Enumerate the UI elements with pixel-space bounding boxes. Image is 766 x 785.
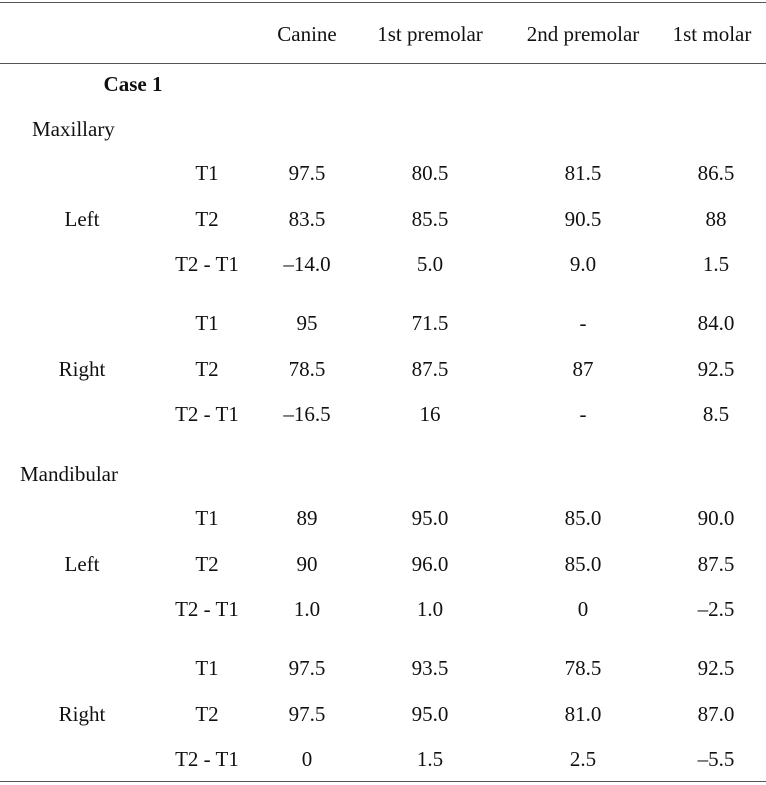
row-label: T2 - T1 xyxy=(175,252,239,276)
table-cell: 1.5 xyxy=(702,252,730,276)
table-cell: 92.5 xyxy=(697,357,735,381)
table-cell: 90.5 xyxy=(564,207,602,231)
table-cell: 78.5 xyxy=(564,656,602,680)
side-label: Left xyxy=(64,207,100,231)
table-cell: 87 xyxy=(572,357,594,381)
row-label: T1 xyxy=(195,506,219,530)
table-cell: 81.5 xyxy=(564,161,602,185)
table-cell: 8.5 xyxy=(702,402,730,426)
table-cell: –2.5 xyxy=(697,597,735,621)
side-label: Left xyxy=(64,552,100,576)
row-label: T1 xyxy=(195,311,219,335)
table-cell: 95.0 xyxy=(411,506,449,530)
table-cell: 9.0 xyxy=(569,252,597,276)
table-cell: 85.0 xyxy=(564,506,602,530)
section-label-maxillary: Maxillary xyxy=(32,117,115,141)
table-cell: 97.5 xyxy=(288,656,326,680)
side-label: Right xyxy=(58,702,106,726)
row-label: T2 xyxy=(195,207,219,231)
table-cell: –5.5 xyxy=(697,747,735,771)
table-cell: 95 xyxy=(296,311,318,335)
table-cell: 0 xyxy=(577,597,589,621)
table-cell: 97.5 xyxy=(288,161,326,185)
case-label: Case 1 xyxy=(103,72,163,96)
table-cell: 5.0 xyxy=(416,252,444,276)
table-cell: 80.5 xyxy=(411,161,449,185)
table-cell: 85.0 xyxy=(564,552,602,576)
table-cell: 86.5 xyxy=(697,161,735,185)
side-label: Right xyxy=(58,357,106,381)
table-cell: 93.5 xyxy=(411,656,449,680)
row-label: T2 - T1 xyxy=(175,597,239,621)
table-cell: 92.5 xyxy=(697,656,735,680)
row-label: T2 xyxy=(195,552,219,576)
table-cell: - xyxy=(579,402,587,426)
table-header-rule xyxy=(0,63,766,64)
row-label: T2 - T1 xyxy=(175,747,239,771)
table-cell: 1.0 xyxy=(293,597,321,621)
row-label: T2 - T1 xyxy=(175,402,239,426)
table-cell: 2.5 xyxy=(569,747,597,771)
section-label-mandibular: Mandibular xyxy=(20,462,118,486)
table-cell: 90.0 xyxy=(697,506,735,530)
table-top-rule xyxy=(0,2,766,3)
column-header-1st-premolar: 1st premolar xyxy=(377,22,483,46)
row-label: T2 xyxy=(195,702,219,726)
table-cell: 71.5 xyxy=(411,311,449,335)
table-bottom-rule xyxy=(0,781,766,782)
table-cell: 90 xyxy=(296,552,318,576)
table-cell: 87.5 xyxy=(411,357,449,381)
column-header-1st-molar: 1st molar xyxy=(672,22,752,46)
table-cell: 89 xyxy=(296,506,318,530)
table-cell: –14.0 xyxy=(283,252,331,276)
row-label: T1 xyxy=(195,161,219,185)
table-cell: 88 xyxy=(705,207,727,231)
table-cell: 87.5 xyxy=(697,552,735,576)
table-cell: 85.5 xyxy=(411,207,449,231)
table-cell: 97.5 xyxy=(288,702,326,726)
table-cell: 81.0 xyxy=(564,702,602,726)
table-cell: 1.0 xyxy=(416,597,444,621)
row-label: T2 xyxy=(195,357,219,381)
table-cell: 87.0 xyxy=(697,702,735,726)
table-cell: 83.5 xyxy=(288,207,326,231)
table-cell: –16.5 xyxy=(283,402,331,426)
table-cell: 95.0 xyxy=(411,702,449,726)
table-cell: 16 xyxy=(419,402,441,426)
table-cell: 0 xyxy=(301,747,313,771)
table-cell: 84.0 xyxy=(697,311,735,335)
table-cell: 78.5 xyxy=(288,357,326,381)
row-label: T1 xyxy=(195,656,219,680)
table-cell: 1.5 xyxy=(416,747,444,771)
table-cell: - xyxy=(579,311,587,335)
column-header-canine: Canine xyxy=(277,22,337,46)
column-header-2nd-premolar: 2nd premolar xyxy=(526,22,640,46)
table-cell: 96.0 xyxy=(411,552,449,576)
